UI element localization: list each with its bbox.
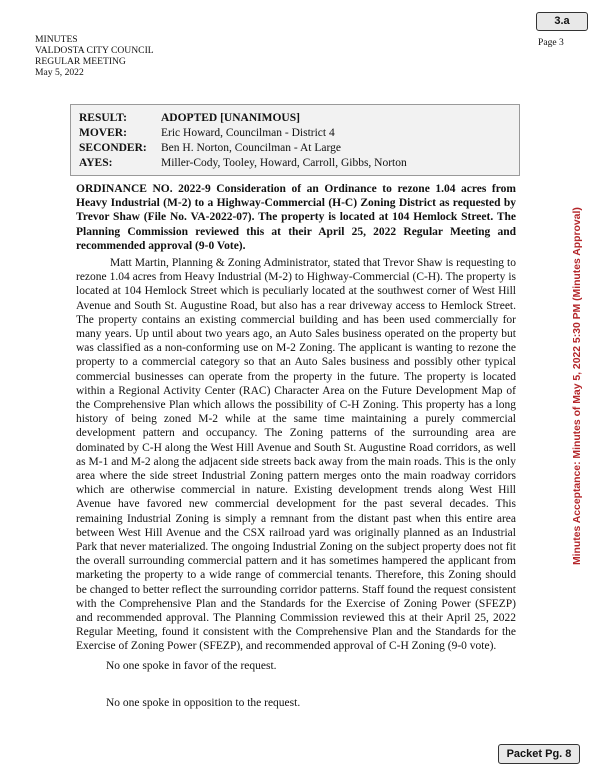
vote-result-box: [70, 104, 520, 176]
header-date: May 5, 2022: [35, 67, 84, 78]
result-key: AYES:: [79, 157, 113, 169]
result-value: Eric Howard, Councilman - District 4: [161, 127, 335, 139]
header-line: VALDOSTA CITY COUNCIL: [35, 45, 154, 56]
packet-page-label: Packet Pg. 8: [498, 744, 580, 764]
result-key: MOVER:: [79, 127, 127, 139]
header-line: MINUTES: [35, 34, 78, 45]
discussion-paragraph: Matt Martin, Planning & Zoning Administrator, stated that Trevor Shaw is requesting to rezone 1.04 acres from Heavy Industrial (M-2) to Highway-Commercial (C-H). The property is located at 104 Hemlock Street which is peculiarly located at the southwest corner of West Hill Avenue and South St. Augustine Road, but also has a rear driveway access to Hemlock Street. The property contains an existing commercial building and has been used commercially for many years. Up until about two years ago, an Auto Sales business operated on the property but was classified as a non-conforming use on M-2 Zoning. The applicant is wanting to rezone the property to a commercial category so that an Auto Sales business and possibly other typical commercial businesses can operate from the property in the future. The property is located within a Regional Activity Center (RAC) Character Area on the Future Development Map of the Comprehensive Plan which allows the possibility of C-H Zoning. This property has a long history of being zoned M-2 while at the same time maintaining a purely commercial development pattern and occupancy. The Zoning patterns of the surrounding area are dominated by C-H along the West Hill Avenue and South St. Augustine Road corridors, as well as M-1 and M-2 along the adjacent side streets back away from the main roads. This is the only area where the side street Industrial Zoning pattern merges onto the main roadway corridors which are otherwise commercial in nature. Existing development trends along West Hill Avenue have favored new commercial development for the past several decades. This remaining Industrial Zoning is simply a remnant from the distant past when this entire area between West Hill Avenue and the CSX railroad yard was originally planned as an Industrial Park that never materialized. The ongoing Industrial Zoning on the subject property does not fit the overall surrounding commercial pattern and it has sometimes hampered the applicant from marketing the property to a wide range of commercial tenants. Therefore, this Zoning should be changed to better reflect the surrounding corridor patterns. Staff found the request consistent with the Comprehensive Plan and the Standards for the Exercise of Zoning Power (SFEZP) and recommended approval. The Planning Commission reviewed this at their April 25, 2022 Regular Meeting, found it consistent with the Comprehensive Plan and the Standards for the Exercise of Zoning Power (SFEZP), and recommended approval of C-H Zoning (9-0 vote).: [76, 257, 516, 653]
item-tag: 3.a: [536, 12, 588, 31]
minutes-acceptance-label: Minutes Acceptance: Minutes of May 5, 2022 5:30 PM (Minutes Approval): [572, 207, 583, 565]
ordinance-heading: ORDINANCE NO. 2022-9 Consideration of an Ordinance to rezone 1.04 acres from Heavy Industrial (M-2) to a Highway-Commercial (H-C) Zoning District as requested by Trevor Shaw (File No. VA-2022-07). The property is located at 104 Hemlock Street. The Planning Commission reviewed this at their April 25, 2022 Regular Meeting and recommended approval (9-0 Vote).: [76, 183, 516, 252]
public-comment-favor: No one spoke in favor of the request.: [106, 660, 277, 672]
result-key: RESULT:: [79, 112, 127, 124]
result-value: ADOPTED [UNANIMOUS]: [161, 112, 300, 124]
public-comment-opposition: No one spoke in opposition to the request.: [106, 697, 301, 709]
result-value: Ben H. Norton, Councilman - At Large: [161, 142, 341, 154]
page-number: Page 3: [538, 37, 564, 48]
result-value: Miller-Cody, Tooley, Howard, Carroll, Gibbs, Norton: [161, 157, 407, 169]
header-line: REGULAR MEETING: [35, 56, 126, 67]
minutes-header: [35, 34, 154, 78]
result-key: SECONDER:: [79, 142, 147, 154]
